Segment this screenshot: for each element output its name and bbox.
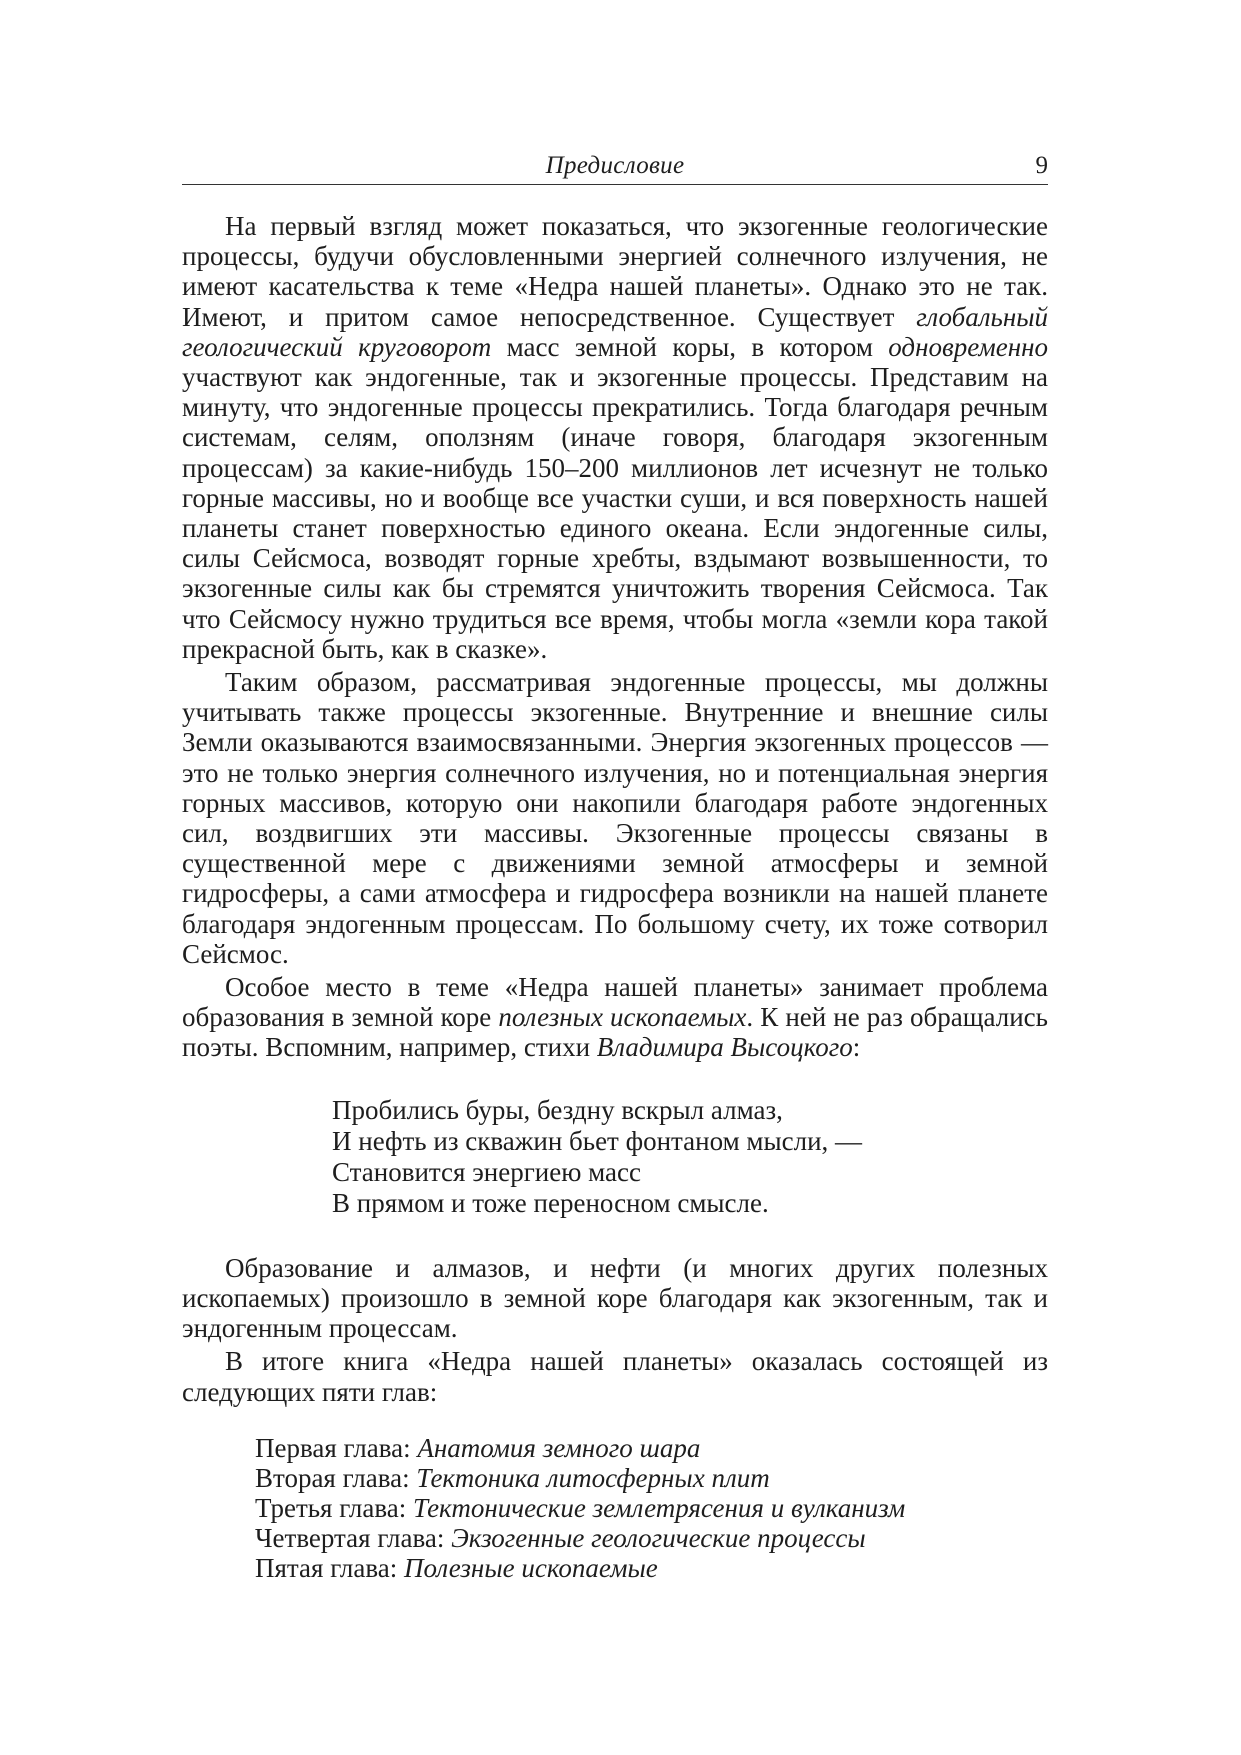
paragraph-2: Таким образом, рассматривая эндогенные процессы, мы должны учитывать также процессы экзогенные. Внутренние и внешние силы Земли оказываются взаимосвязанными. Энергия экзогенных процессов — это не только энергия солнечного излучения, но и потенциальная энергия горных массивов, которую они накопили благодаря работе эндогенных сил, воздвигших эти массивы. Экзогенные процессы связаны в существенной мере с движениями земной атмосферы и земной гидросферы, а сами атмосфера и гидросфера возникли на нашей планете благодаря эндогенным процессам. По большому счету, их тоже сотворил Сейсмос. <box>182 667 1048 969</box>
chapter-item <box>255 1463 1048 1493</box>
paragraph-1-text-b: масс земной коры, в котором <box>491 331 889 362</box>
paragraph-3 <box>182 972 1048 1063</box>
paragraph-1 <box>182 211 1048 664</box>
running-header <box>182 150 1048 185</box>
chapter-title: Полезные ископаемые <box>404 1552 658 1583</box>
paragraph-1-text-a: На первый взгляд может показаться, что экзогенные геологические процессы, будучи обусловленными энергией солнечного излучения, не имеют касательства к теме «Недра нашей планеты». Однако это не так. Имеют, и притом самое непосредственное. Существует <box>182 211 1048 332</box>
running-title: Предисловие <box>545 152 685 179</box>
chapter-label: Вторая глава: <box>255 1462 417 1493</box>
chapter-label: Первая глава: <box>255 1432 418 1463</box>
emphasis-geologic-cycle: глобальный геологический круговорот <box>182 301 1048 362</box>
chapter-item <box>255 1523 1048 1553</box>
chapter-item <box>255 1433 1048 1463</box>
emphasis-poet-name: Владимира Высоцкого <box>596 1032 853 1063</box>
emphasis-simultaneously: одновременно <box>888 331 1049 362</box>
chapter-item <box>255 1493 1048 1523</box>
chapter-title: Тектонические землетрясения и вулканизм <box>413 1492 906 1523</box>
paragraph-3-text-a: Особое место в теме «Недра нашей планеты» занимает проблема образования в земной коре <box>182 972 1048 1033</box>
paragraph-1-text-c: участвуют как эндогенные, так и экзогенные процессы. Представим на минуту, что эндогенные процессы прекратились. Тогда благодаря речным системам, селям, оползням (иначе говоря, благодаря экзогенным процессам) за какие-нибудь 150–200 миллионов лет исчезнут не только горные массивы, но и вообще все участки суши, и вся поверхность нашей планеты станет поверхностью единого океана. Если эндогенные силы, силы Сейсмоса, возводят горные хребты, вздымают возвышенности, то экзогенные силы как бы стремятся уничтожить творения Сейсмоса. Так что Сейсмосу нужно трудиться все время, чтобы могла «земли кора такой прекрасной быть, как в сказке». <box>182 362 1048 664</box>
poem-line: Становится энергиею масс <box>332 1156 641 1187</box>
page-number: 9 <box>1035 152 1048 179</box>
paragraph-3-text-b: . К ней не раз обращались поэты. Вспомним, например, стихи <box>182 1002 1048 1063</box>
chapter-list <box>255 1433 1048 1583</box>
poem-quote <box>332 1095 1048 1219</box>
poem-line: Пробились буры, бездну вскрыл алмаз, <box>332 1094 783 1125</box>
paragraph-3-text-c: : <box>852 1032 861 1063</box>
paragraph-4: Образование и алмазов, и нефти (и многих других полезных ископаемых) произошло в земной коре благодаря как экзогенным, так и эндогенным процессам. <box>182 1252 1048 1344</box>
chapter-title: Экзогенные геологические процессы <box>451 1522 866 1553</box>
chapter-title: Тектоника литосферных плит <box>416 1462 770 1493</box>
chapter-title: Анатомия земного шара <box>417 1432 701 1463</box>
body-text <box>182 211 1048 1583</box>
chapter-label: Четвертая глава: <box>255 1522 452 1553</box>
paragraph-5: В итоге книга «Недра нашей планеты» оказалась состоящей из следующих пяти глав: <box>182 1346 1048 1407</box>
chapter-label: Третья глава: <box>255 1492 414 1523</box>
chapter-item <box>255 1553 1048 1583</box>
emphasis-minerals: полезных ископаемых <box>498 1002 747 1033</box>
poem-line: И нефть из скважин бьет фонтаном мысли, — <box>332 1125 863 1156</box>
chapter-label: Пятая глава: <box>255 1552 404 1583</box>
poem-line: В прямом и тоже переносном смысле. <box>332 1187 769 1218</box>
